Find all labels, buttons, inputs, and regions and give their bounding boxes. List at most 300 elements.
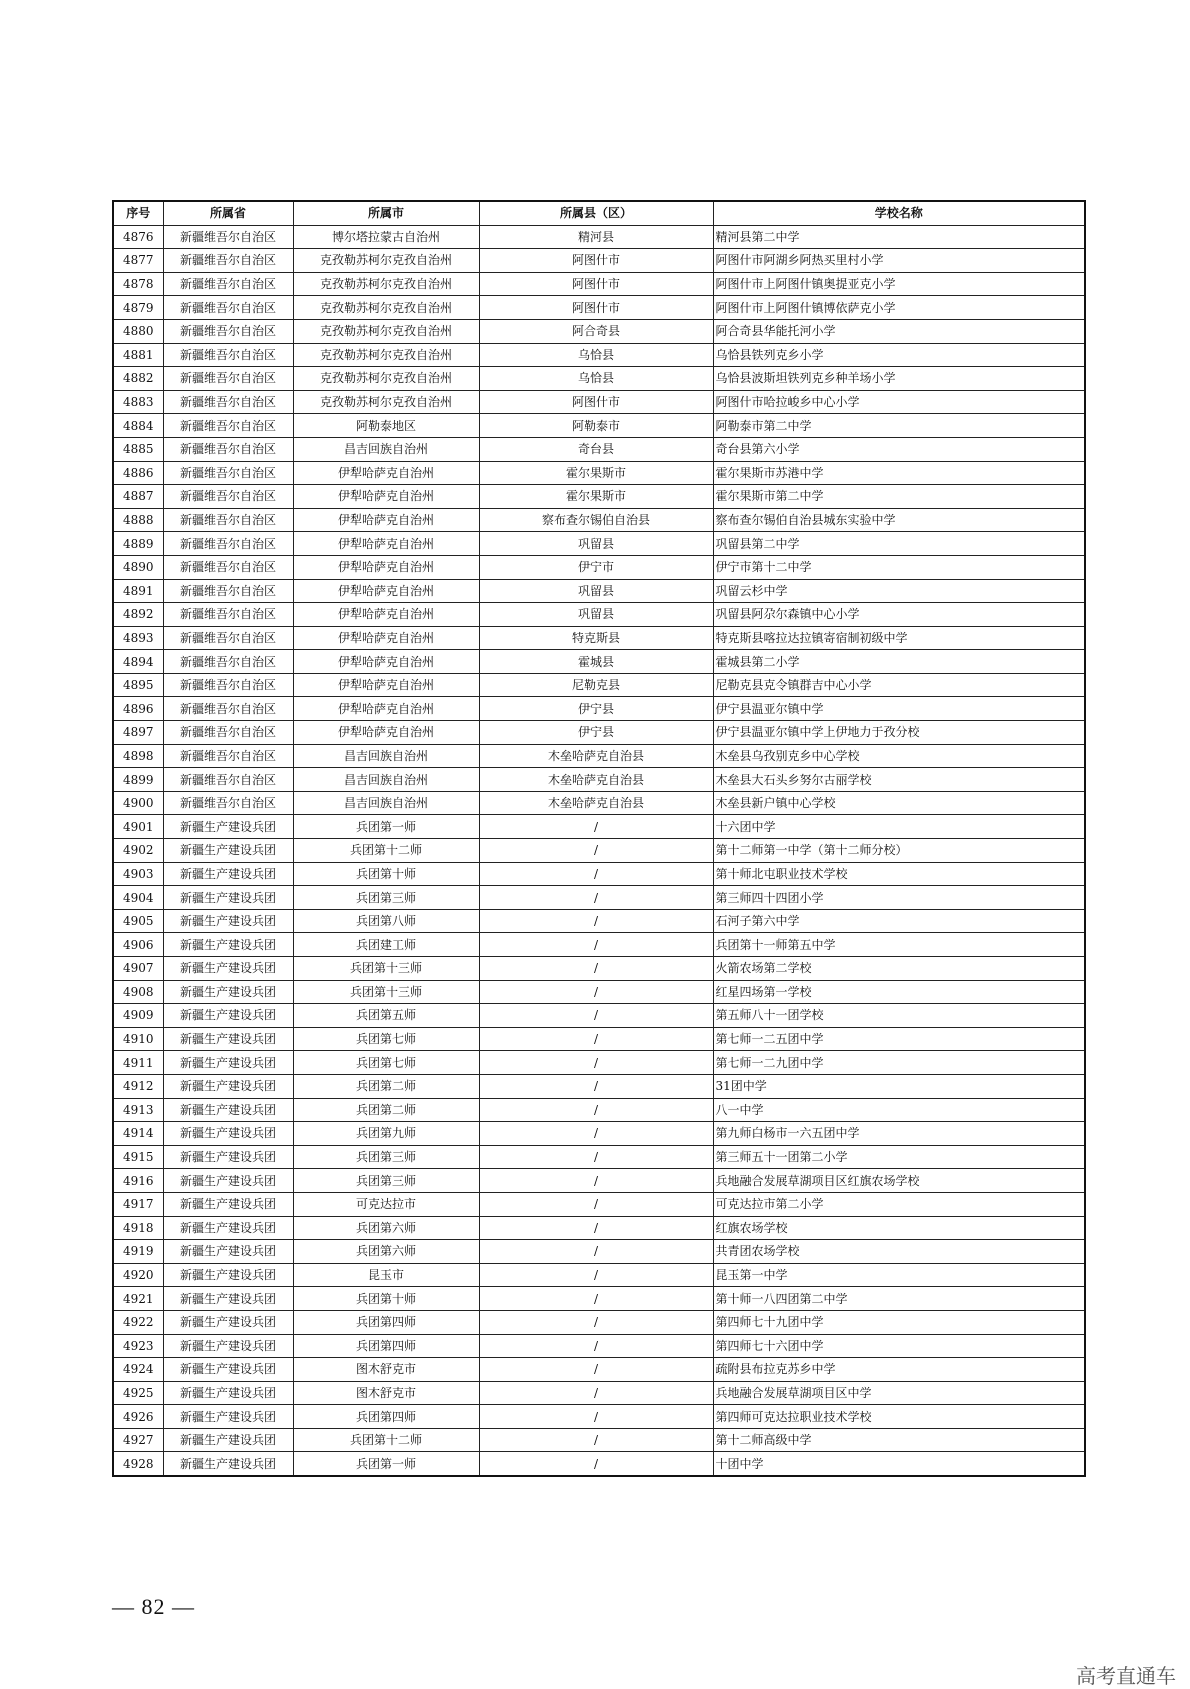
cell-county: /	[479, 1287, 713, 1311]
cell-index: 4891	[113, 579, 163, 603]
cell-city: 伊犁哈萨克自治州	[293, 461, 479, 485]
table-row	[113, 791, 1085, 815]
cell-city: 兵团第二师	[293, 1098, 479, 1122]
table-row	[113, 1027, 1085, 1051]
cell-index: 4917	[113, 1192, 163, 1216]
cell-city: 兵团第十三师	[293, 980, 479, 1004]
cell-city: 兵团第四师	[293, 1334, 479, 1358]
cell-school-name: 第七师一二五团中学	[713, 1027, 1085, 1051]
table-row	[113, 862, 1085, 886]
table-row	[113, 626, 1085, 650]
cell-school-name: 第四师七十六团中学	[713, 1334, 1085, 1358]
cell-school-name: 兵团第十一师第五中学	[713, 933, 1085, 957]
cell-county: /	[479, 1004, 713, 1028]
cell-index: 4919	[113, 1240, 163, 1264]
cell-index: 4920	[113, 1263, 163, 1287]
cell-county: /	[479, 957, 713, 981]
cell-school-name: 乌恰县铁列克乡小学	[713, 343, 1085, 367]
cell-county: 伊宁市	[479, 555, 713, 579]
cell-index: 4881	[113, 343, 163, 367]
col-header-school: 学校名称	[713, 201, 1085, 225]
cell-county: /	[479, 1051, 713, 1075]
cell-school-name: 可克达拉市第二小学	[713, 1192, 1085, 1216]
cell-county: /	[479, 815, 713, 839]
cell-province: 新疆生产建设兵团	[163, 909, 293, 933]
cell-province: 新疆生产建设兵团	[163, 1310, 293, 1334]
cell-city: 克孜勒苏柯尔克孜自治州	[293, 296, 479, 320]
table-row	[113, 1452, 1085, 1476]
cell-index: 4882	[113, 367, 163, 391]
cell-city: 伊犁哈萨克自治州	[293, 721, 479, 745]
col-header-city: 所属市	[293, 201, 479, 225]
cell-city: 兵团第七师	[293, 1027, 479, 1051]
cell-county: 乌恰县	[479, 367, 713, 391]
cell-city: 克孜勒苏柯尔克孜自治州	[293, 367, 479, 391]
cell-province: 新疆维吾尔自治区	[163, 697, 293, 721]
cell-index: 4928	[113, 1452, 163, 1476]
cell-school-name: 第十二师高级中学	[713, 1428, 1085, 1452]
cell-city: 伊犁哈萨克自治州	[293, 508, 479, 532]
cell-school-name: 巩留云杉中学	[713, 579, 1085, 603]
cell-school-name: 第十二师第一中学（第十二师分校）	[713, 839, 1085, 863]
cell-school-name: 共青团农场学校	[713, 1240, 1085, 1264]
cell-index: 4909	[113, 1004, 163, 1028]
cell-index: 4885	[113, 437, 163, 461]
cell-index: 4880	[113, 319, 163, 343]
table-row	[113, 1192, 1085, 1216]
cell-province: 新疆维吾尔自治区	[163, 225, 293, 249]
cell-county: /	[479, 1381, 713, 1405]
table-row	[113, 343, 1085, 367]
cell-index: 4895	[113, 673, 163, 697]
cell-province: 新疆维吾尔自治区	[163, 485, 293, 509]
cell-school-name: 伊宁县温亚尔镇中学	[713, 697, 1085, 721]
cell-county: /	[479, 1240, 713, 1264]
cell-school-name: 第三师五十一团第二小学	[713, 1145, 1085, 1169]
cell-county: /	[479, 1405, 713, 1429]
cell-city: 兵团第四师	[293, 1310, 479, 1334]
cell-county: 霍尔果斯市	[479, 461, 713, 485]
cell-county: 木垒哈萨克自治县	[479, 744, 713, 768]
cell-school-name: 霍尔果斯市苏港中学	[713, 461, 1085, 485]
cell-county: 巩留县	[479, 579, 713, 603]
cell-county: 阿合奇县	[479, 319, 713, 343]
cell-county: 霍城县	[479, 650, 713, 674]
table-row	[113, 1405, 1085, 1429]
cell-index: 4918	[113, 1216, 163, 1240]
cell-county: 木垒哈萨克自治县	[479, 791, 713, 815]
cell-school-name: 红旗农场学校	[713, 1216, 1085, 1240]
cell-school-name: 阿图什市哈拉峻乡中心小学	[713, 390, 1085, 414]
col-header-county: 所属县（区）	[479, 201, 713, 225]
cell-city: 伊犁哈萨克自治州	[293, 555, 479, 579]
cell-county: 阿图什市	[479, 249, 713, 273]
cell-county: /	[479, 933, 713, 957]
cell-index: 4921	[113, 1287, 163, 1311]
cell-province: 新疆维吾尔自治区	[163, 343, 293, 367]
cell-index: 4876	[113, 225, 163, 249]
cell-city: 兵团第五师	[293, 1004, 479, 1028]
cell-county: /	[479, 862, 713, 886]
cell-province: 新疆生产建设兵团	[163, 815, 293, 839]
cell-province: 新疆维吾尔自治区	[163, 272, 293, 296]
cell-county: 木垒哈萨克自治县	[479, 768, 713, 792]
cell-index: 4924	[113, 1358, 163, 1382]
cell-province: 新疆维吾尔自治区	[163, 319, 293, 343]
cell-school-name: 霍尔果斯市第二中学	[713, 485, 1085, 509]
cell-index: 4904	[113, 886, 163, 910]
table-row	[113, 508, 1085, 532]
cell-province: 新疆生产建设兵团	[163, 1004, 293, 1028]
cell-county: /	[479, 1098, 713, 1122]
cell-index: 4883	[113, 390, 163, 414]
cell-province: 新疆生产建设兵团	[163, 1334, 293, 1358]
table-row	[113, 1240, 1085, 1264]
cell-county: 阿图什市	[479, 272, 713, 296]
cell-province: 新疆生产建设兵团	[163, 1240, 293, 1264]
cell-school-name: 兵地融合发展草湖项目区中学	[713, 1381, 1085, 1405]
cell-school-name: 阿图什市上阿图什镇奥提亚克小学	[713, 272, 1085, 296]
cell-county: /	[479, 1169, 713, 1193]
table-row	[113, 957, 1085, 981]
table-row	[113, 1122, 1085, 1146]
table-row	[113, 721, 1085, 745]
cell-city: 阿勒泰地区	[293, 414, 479, 438]
table-row	[113, 1263, 1085, 1287]
cell-city: 昌吉回族自治州	[293, 791, 479, 815]
cell-index: 4907	[113, 957, 163, 981]
cell-school-name: 巩留县阿尕尔森镇中心小学	[713, 603, 1085, 627]
cell-city: 兵团第六师	[293, 1216, 479, 1240]
cell-province: 新疆维吾尔自治区	[163, 603, 293, 627]
table-row	[113, 296, 1085, 320]
cell-province: 新疆生产建设兵团	[163, 839, 293, 863]
table-row	[113, 933, 1085, 957]
cell-school-name: 第四师可克达拉职业技术学校	[713, 1405, 1085, 1429]
cell-city: 兵团第三师	[293, 1169, 479, 1193]
cell-school-name: 红星四场第一学校	[713, 980, 1085, 1004]
cell-province: 新疆生产建设兵团	[163, 1145, 293, 1169]
cell-county: /	[479, 1027, 713, 1051]
cell-index: 4878	[113, 272, 163, 296]
cell-city: 克孜勒苏柯尔克孜自治州	[293, 249, 479, 273]
table-row	[113, 1428, 1085, 1452]
col-header-province: 所属省	[163, 201, 293, 225]
cell-school-name: 第四师七十九团中学	[713, 1310, 1085, 1334]
cell-index: 4888	[113, 508, 163, 532]
cell-index: 4916	[113, 1169, 163, 1193]
table-row	[113, 319, 1085, 343]
cell-index: 4925	[113, 1381, 163, 1405]
cell-school-name: 特克斯县喀拉达拉镇寄宿制初级中学	[713, 626, 1085, 650]
cell-city: 兵团第十二师	[293, 1428, 479, 1452]
cell-province: 新疆生产建设兵团	[163, 957, 293, 981]
page-number: — 82 —	[112, 1594, 195, 1619]
cell-school-name: 乌恰县波斯坦铁列克乡种羊场小学	[713, 367, 1085, 391]
cell-province: 新疆维吾尔自治区	[163, 579, 293, 603]
cell-city: 伊犁哈萨克自治州	[293, 697, 479, 721]
cell-index: 4886	[113, 461, 163, 485]
cell-province: 新疆生产建设兵团	[163, 1428, 293, 1452]
cell-school-name: 第十师一八四团第二中学	[713, 1287, 1085, 1311]
table-row	[113, 1310, 1085, 1334]
cell-city: 兵团第八师	[293, 909, 479, 933]
cell-city: 伊犁哈萨克自治州	[293, 485, 479, 509]
table-row	[113, 485, 1085, 509]
table-row	[113, 461, 1085, 485]
table-row	[113, 225, 1085, 249]
cell-province: 新疆维吾尔自治区	[163, 721, 293, 745]
cell-school-name: 八一中学	[713, 1098, 1085, 1122]
cell-province: 新疆维吾尔自治区	[163, 555, 293, 579]
cell-index: 4896	[113, 697, 163, 721]
cell-county: /	[479, 909, 713, 933]
cell-county: 奇台县	[479, 437, 713, 461]
cell-province: 新疆维吾尔自治区	[163, 673, 293, 697]
cell-province: 新疆生产建设兵团	[163, 1169, 293, 1193]
cell-school-name: 木垒县新户镇中心学校	[713, 791, 1085, 815]
cell-province: 新疆维吾尔自治区	[163, 414, 293, 438]
table-row	[113, 390, 1085, 414]
cell-province: 新疆维吾尔自治区	[163, 508, 293, 532]
cell-county: /	[479, 1122, 713, 1146]
cell-county: 精河县	[479, 225, 713, 249]
cell-index: 4914	[113, 1122, 163, 1146]
cell-county: 阿勒泰市	[479, 414, 713, 438]
cell-school-name: 第十师北屯职业技术学校	[713, 862, 1085, 886]
table-row	[113, 650, 1085, 674]
table-row	[113, 697, 1085, 721]
cell-city: 兵团第十三师	[293, 957, 479, 981]
cell-index: 4887	[113, 485, 163, 509]
cell-city: 伊犁哈萨克自治州	[293, 650, 479, 674]
cell-province: 新疆生产建设兵团	[163, 1263, 293, 1287]
cell-school-name: 十团中学	[713, 1452, 1085, 1476]
cell-school-name: 阿合奇县华能托河小学	[713, 319, 1085, 343]
cell-school-name: 阿勒泰市第二中学	[713, 414, 1085, 438]
cell-city: 伊犁哈萨克自治州	[293, 532, 479, 556]
cell-school-name: 31团中学	[713, 1074, 1085, 1098]
cell-county: 阿图什市	[479, 390, 713, 414]
cell-index: 4908	[113, 980, 163, 1004]
cell-city: 克孜勒苏柯尔克孜自治州	[293, 319, 479, 343]
cell-province: 新疆维吾尔自治区	[163, 296, 293, 320]
cell-city: 伊犁哈萨克自治州	[293, 579, 479, 603]
cell-index: 4877	[113, 249, 163, 273]
cell-province: 新疆生产建设兵团	[163, 886, 293, 910]
cell-school-name: 察布查尔锡伯自治县城东实验中学	[713, 508, 1085, 532]
cell-province: 新疆维吾尔自治区	[163, 626, 293, 650]
cell-province: 新疆生产建设兵团	[163, 1192, 293, 1216]
cell-index: 4902	[113, 839, 163, 863]
table-row	[113, 1098, 1085, 1122]
cell-province: 新疆生产建设兵团	[163, 1122, 293, 1146]
cell-index: 4927	[113, 1428, 163, 1452]
cell-county: /	[479, 1452, 713, 1476]
table-row	[113, 673, 1085, 697]
table-row	[113, 1287, 1085, 1311]
cell-county: /	[479, 980, 713, 1004]
cell-city: 兵团第六师	[293, 1240, 479, 1264]
cell-school-name: 第九师白杨市一六五团中学	[713, 1122, 1085, 1146]
cell-school-name: 尼勒克县克令镇群吉中心小学	[713, 673, 1085, 697]
cell-school-name: 第七师一二九团中学	[713, 1051, 1085, 1075]
table-row	[113, 437, 1085, 461]
cell-county: 巩留县	[479, 603, 713, 627]
table-row	[113, 768, 1085, 792]
cell-city: 克孜勒苏柯尔克孜自治州	[293, 343, 479, 367]
table-row	[113, 1334, 1085, 1358]
table-row	[113, 579, 1085, 603]
cell-city: 伊犁哈萨克自治州	[293, 626, 479, 650]
cell-county: /	[479, 1263, 713, 1287]
cell-city: 昌吉回族自治州	[293, 744, 479, 768]
cell-county: /	[479, 1216, 713, 1240]
table-row	[113, 414, 1085, 438]
table-header-row	[113, 201, 1085, 225]
cell-city: 伊犁哈萨克自治州	[293, 673, 479, 697]
cell-index: 4900	[113, 791, 163, 815]
cell-index: 4897	[113, 721, 163, 745]
cell-county: /	[479, 1145, 713, 1169]
cell-index: 4898	[113, 744, 163, 768]
table-row	[113, 744, 1085, 768]
cell-province: 新疆维吾尔自治区	[163, 461, 293, 485]
cell-city: 兵团第四师	[293, 1405, 479, 1429]
table-row	[113, 367, 1085, 391]
cell-province: 新疆生产建设兵团	[163, 980, 293, 1004]
cell-city: 兵团建工师	[293, 933, 479, 957]
cell-school-name: 霍城县第二小学	[713, 650, 1085, 674]
cell-province: 新疆维吾尔自治区	[163, 744, 293, 768]
cell-index: 4913	[113, 1098, 163, 1122]
cell-county: 巩留县	[479, 532, 713, 556]
cell-province: 新疆生产建设兵团	[163, 1452, 293, 1476]
cell-school-name: 火箭农场第二学校	[713, 957, 1085, 981]
cell-county: 霍尔果斯市	[479, 485, 713, 509]
cell-province: 新疆维吾尔自治区	[163, 390, 293, 414]
cell-school-name: 木垒县乌孜别克乡中心学校	[713, 744, 1085, 768]
table-row	[113, 603, 1085, 627]
cell-index: 4906	[113, 933, 163, 957]
cell-city: 兵团第一师	[293, 815, 479, 839]
cell-school-name: 十六团中学	[713, 815, 1085, 839]
cell-index: 4884	[113, 414, 163, 438]
table-row	[113, 1358, 1085, 1382]
cell-city: 兵团第一师	[293, 1452, 479, 1476]
cell-province: 新疆生产建设兵团	[163, 1074, 293, 1098]
table-row	[113, 555, 1085, 579]
cell-city: 克孜勒苏柯尔克孜自治州	[293, 390, 479, 414]
cell-index: 4879	[113, 296, 163, 320]
table-row	[113, 532, 1085, 556]
cell-city: 兵团第十师	[293, 1287, 479, 1311]
cell-county: /	[479, 839, 713, 863]
cell-city: 兵团第十二师	[293, 839, 479, 863]
cell-index: 4905	[113, 909, 163, 933]
cell-province: 新疆维吾尔自治区	[163, 768, 293, 792]
school-table	[112, 200, 1086, 1477]
cell-county: /	[479, 1428, 713, 1452]
cell-city: 伊犁哈萨克自治州	[293, 603, 479, 627]
cell-county: 察布查尔锡伯自治县	[479, 508, 713, 532]
cell-index: 4910	[113, 1027, 163, 1051]
cell-county: 乌恰县	[479, 343, 713, 367]
table-row	[113, 1051, 1085, 1075]
cell-province: 新疆维吾尔自治区	[163, 650, 293, 674]
cell-city: 图木舒克市	[293, 1381, 479, 1405]
cell-city: 可克达拉市	[293, 1192, 479, 1216]
cell-county: 特克斯县	[479, 626, 713, 650]
cell-school-name: 阿图什市阿湖乡阿热买里村小学	[713, 249, 1085, 273]
cell-county: /	[479, 1074, 713, 1098]
table-row	[113, 249, 1085, 273]
cell-index: 4901	[113, 815, 163, 839]
cell-city: 兵团第二师	[293, 1074, 479, 1098]
cell-county: 伊宁县	[479, 721, 713, 745]
cell-county: /	[479, 886, 713, 910]
cell-county: /	[479, 1192, 713, 1216]
cell-city: 兵团第七师	[293, 1051, 479, 1075]
cell-county: /	[479, 1310, 713, 1334]
cell-city: 兵团第九师	[293, 1122, 479, 1146]
cell-index: 4894	[113, 650, 163, 674]
cell-index: 4892	[113, 603, 163, 627]
table-row	[113, 1169, 1085, 1193]
table-row	[113, 1074, 1085, 1098]
cell-county: 阿图什市	[479, 296, 713, 320]
cell-index: 4922	[113, 1310, 163, 1334]
cell-province: 新疆维吾尔自治区	[163, 532, 293, 556]
cell-province: 新疆生产建设兵团	[163, 933, 293, 957]
cell-index: 4911	[113, 1051, 163, 1075]
table-body	[113, 225, 1085, 1476]
cell-school-name: 奇台县第六小学	[713, 437, 1085, 461]
cell-index: 4893	[113, 626, 163, 650]
cell-county: /	[479, 1358, 713, 1382]
cell-school-name: 兵地融合发展草湖项目区红旗农场学校	[713, 1169, 1085, 1193]
cell-province: 新疆维吾尔自治区	[163, 249, 293, 273]
cell-school-name: 木垒县大石头乡努尔古丽学校	[713, 768, 1085, 792]
cell-school-name: 巩留县第二中学	[713, 532, 1085, 556]
cell-county: 伊宁县	[479, 697, 713, 721]
cell-county: 尼勒克县	[479, 673, 713, 697]
table-row	[113, 1004, 1085, 1028]
table-row	[113, 1216, 1085, 1240]
table-row	[113, 909, 1085, 933]
cell-province: 新疆生产建设兵团	[163, 1216, 293, 1240]
cell-school-name: 伊宁县温亚尔镇中学上伊地力于孜分校	[713, 721, 1085, 745]
cell-city: 兵团第三师	[293, 886, 479, 910]
cell-school-name: 石河子第六中学	[713, 909, 1085, 933]
cell-city: 兵团第三师	[293, 1145, 479, 1169]
table-row	[113, 1381, 1085, 1405]
cell-province: 新疆维吾尔自治区	[163, 367, 293, 391]
cell-index: 4890	[113, 555, 163, 579]
cell-school-name: 阿图什市上阿图什镇博依萨克小学	[713, 296, 1085, 320]
table-row	[113, 839, 1085, 863]
table-row	[113, 886, 1085, 910]
table-row	[113, 1145, 1085, 1169]
cell-index: 4915	[113, 1145, 163, 1169]
cell-county: /	[479, 1334, 713, 1358]
cell-index: 4889	[113, 532, 163, 556]
cell-province: 新疆生产建设兵团	[163, 1381, 293, 1405]
cell-province: 新疆维吾尔自治区	[163, 437, 293, 461]
table-row	[113, 980, 1085, 1004]
cell-province: 新疆生产建设兵团	[163, 1098, 293, 1122]
cell-province: 新疆维吾尔自治区	[163, 791, 293, 815]
